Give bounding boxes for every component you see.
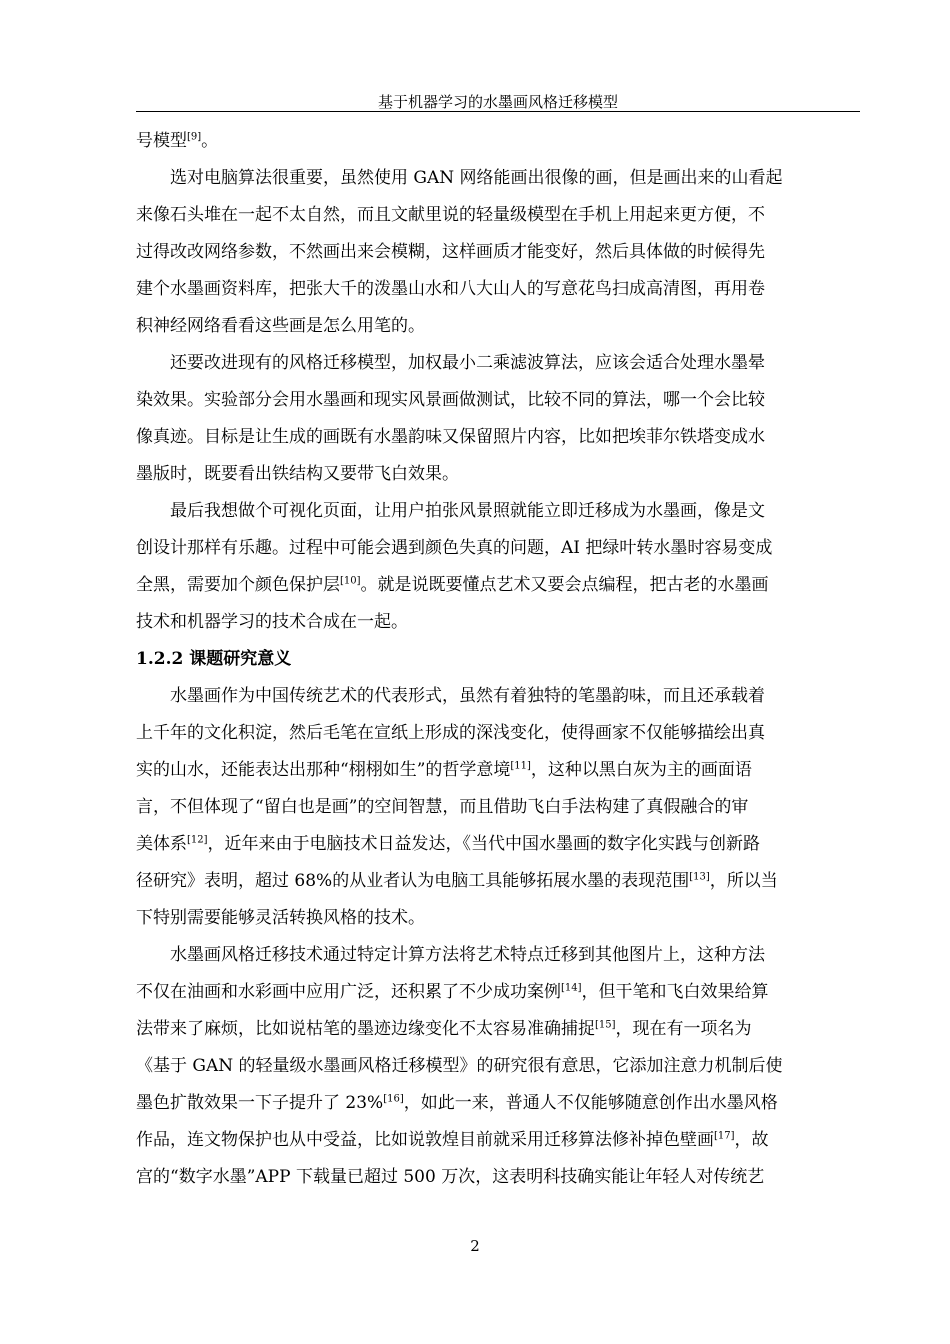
text-line: 上千年的文化积淀，然后毛笔在宣纸上形成的深浅变化，使得画家不仅能够描绘出真 xyxy=(136,723,765,743)
text-line: 美体系[12]，近年来由于电脑技术日益发达，《当代中国水墨画的数字化实践与创新路 xyxy=(136,834,761,854)
text-line: 水墨画风格迁移技术通过特定计算方法将艺术特点迁移到其他图片上，这种方法 xyxy=(170,945,765,965)
citation-15: [15] xyxy=(595,1019,616,1031)
text-line: 积神经网络看看这些画是怎么用笔的。 xyxy=(136,316,425,336)
text-line: 建个水墨画资料库，把张大千的泼墨山水和八大山人的写意花鸟扫成高清图，再用卷 xyxy=(136,279,765,299)
citation-16: [16] xyxy=(383,1093,404,1105)
text-line: 水墨画作为中国传统艺术的代表形式，虽然有着独特的笔墨韵味，而且还承载着 xyxy=(170,686,765,706)
text-line: 创设计那样有乐趣。过程中可能会遇到颜色失真的问题，AI 把绿叶转水墨时容易变成 xyxy=(136,538,773,558)
body-text xyxy=(136,123,860,1196)
text-line: 染效果。实验部分会用水墨画和现实风景画做测试，比较不同的算法，哪一个会比较 xyxy=(136,390,765,410)
text-line: 法带来了麻烦，比如说枯笔的墨迹边缘变化不太容易准确捕捉[15]，现在有一项名为 xyxy=(136,1019,752,1039)
text-line: 墨版时，既要看出铁结构又要带飞白效果。 xyxy=(136,464,459,484)
header-rule xyxy=(136,111,860,112)
text-line: 全黑，需要加个颜色保护层[10]。就是说既要懂点艺术又要会点编程，把古老的水墨画 xyxy=(136,575,769,595)
text-line: 实的山水，还能表达出那种“栩栩如生”的哲学意境[11]，这种以黑白灰为主的画面语 xyxy=(136,760,752,780)
paragraph-algorithm-choice xyxy=(136,160,860,345)
text-line: 《基于 GAN 的轻量级水墨画风格迁移模型》的研究很有意思，它添加注意力机制后使 xyxy=(136,1056,783,1076)
text-line: 宫的“数字水墨”APP 下载量已超过 500 万次，这表明科技确实能让年轻人对传统艺 xyxy=(136,1167,765,1187)
page-number: 2 xyxy=(470,1237,480,1255)
text-line: 过得改改网络参数，不然画出来会模糊，这样画质才能变好，然后具体做的时候得先 xyxy=(136,242,765,262)
paragraph-model-improvement xyxy=(136,345,860,493)
text-line: 像真迹。目标是让生成的画既有水墨韵味又保留照片内容，比如把埃菲尔铁塔变成水 xyxy=(136,427,765,447)
citation-17: [17] xyxy=(714,1130,735,1142)
paragraph-significance-1 xyxy=(136,678,860,937)
citation-13: [13] xyxy=(689,871,710,883)
text-line: 作品，连文物保护也从中受益，比如说敦煌目前就采用迁移算法修补掉色壁画[17]，故 xyxy=(136,1130,769,1150)
text-line: 技术和机器学习的技术合成在一起。 xyxy=(136,612,408,632)
text-line: 最后我想做个可视化页面，让用户拍张风景照就能立即迁移成为水墨画，像是文 xyxy=(170,501,765,521)
citation-12: [12] xyxy=(187,834,208,846)
paragraph-continuation xyxy=(136,123,860,160)
section-heading: 1.2.2 课题研究意义 xyxy=(136,649,292,669)
text-line: 下特别需要能够灵活转换风格的技术。 xyxy=(136,908,425,928)
text-line: 还要改进现有的风格迁移模型，加权最小二乘滤波算法，应该会适合处理水墨晕 xyxy=(170,353,765,373)
text-line: 径研究》表明，超过 68%的从业者认为电脑工具能够拓展水墨的表现范围[13]，所以当 xyxy=(136,871,778,891)
paragraph-visualization xyxy=(136,493,860,641)
text-line: 言，不但体现了“留白也是画”的空间智慧，而且借助飞白手法构建了真假融合的审 xyxy=(136,797,749,817)
citation-10: [10] xyxy=(340,575,361,587)
citation-11: [11] xyxy=(510,760,531,772)
text-line: 选对电脑算法很重要，虽然使用 GAN 网络能画出很像的画，但是画出来的山看起 xyxy=(170,168,783,188)
text-line: 号模型[9]。 xyxy=(136,131,219,151)
running-header: 基于机器学习的水墨画风格迁移模型 xyxy=(377,93,618,111)
citation-14: [14] xyxy=(561,982,582,994)
text-line: 墨色扩散效果一下子提升了 23%[16]，如此一来，普通人不仅能够随意创作出水墨风格 xyxy=(136,1093,778,1113)
text-line: 来像石头堆在一起不太自然，而且文献里说的轻量级模型在手机上用起来更方便，不 xyxy=(136,205,765,225)
paragraph-significance-2 xyxy=(136,937,860,1196)
text-line: 不仅在油画和水彩画中应用广泛，还积累了不少成功案例[14]，但干笔和飞白效果给算 xyxy=(136,982,769,1002)
citation-9: [9] xyxy=(187,131,202,143)
